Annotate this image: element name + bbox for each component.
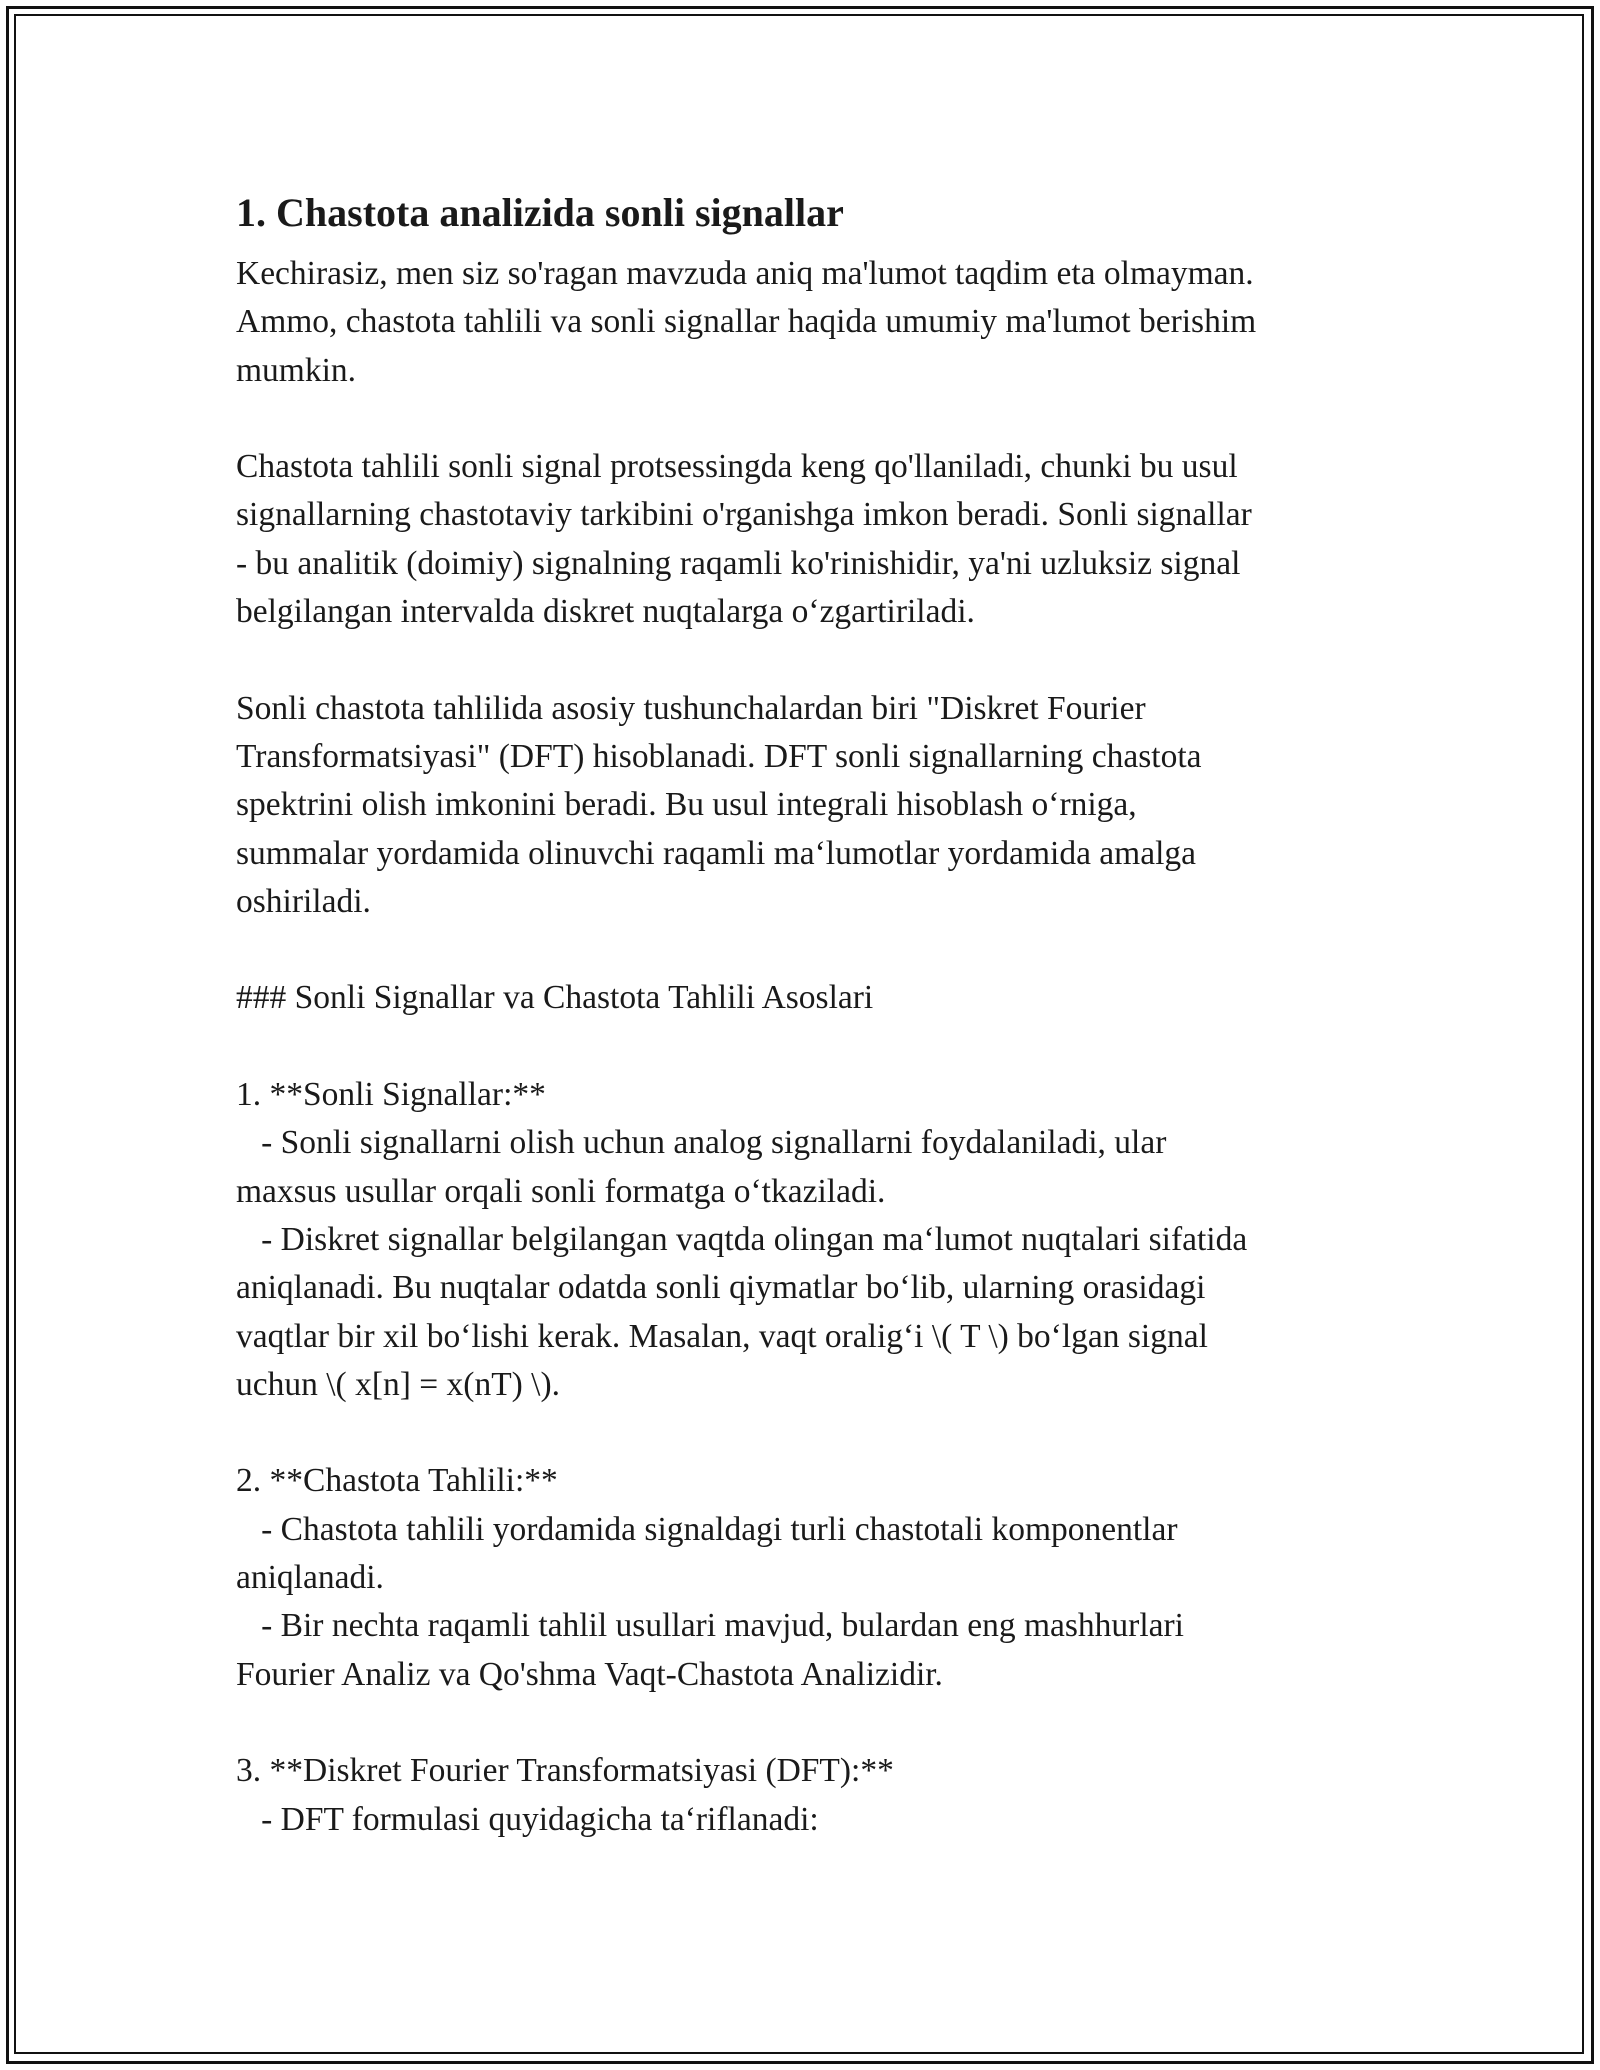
section-heading: ### Sonli Signallar va Chastota Tahlili Asoslari bbox=[236, 979, 874, 1017]
list-item-dft: 3. **Diskret Fourier Transformatsiyasi (DFT):** - DFT formulasi quyidagicha ta‘riflanadi: bbox=[236, 1752, 894, 1838]
intro-paragraph: Kechirasiz, men siz so'ragan mavzuda aniq ma'lumot taqdim eta olmayman. Ammo, chastota tahlili va sonli signallar haqida umumiy ma'lumot berishim mumkin. bbox=[236, 255, 1257, 389]
list-item-digital-signals: 1. **Sonli Signallar:** - Sonli signallarni olish uchun analog signallarni foydalaniladi, ular maxsus usullar orqali sonli formatga o‘tkaziladi. - Diskret signallar belgilangan vaqtda olingan ma‘lumot nuqtalari sifatida aniqlanadi. Bu nuqtalar odatda sonli qiymatlar bo‘lib, ularning orasidagi vaqtlar bir xil bo‘lishi kerak. Masalan, vaqt oralig‘i \( T \) bo‘lgan signal uchun \( x[n] = x(nT) \). bbox=[236, 1076, 1248, 1403]
frequency-analysis-paragraph: Chastota tahlili sonli signal protsessingda keng qo'llaniladi, chunki bu usul signallarning chastotaviy tarkibini o'rganishga imkon beradi. Sonli signallar - bu analitik (doimiy) signalning raqamli ko'rinishidir, ya'ni uzluksiz signal belgilangan intervalda diskret nuqtalarga o‘zgartiriladi. bbox=[236, 448, 1252, 631]
list-item-frequency-analysis: 2. **Chastota Tahlili:** - Chastota tahlili yordamida signaldagi turli chastotali komponentlar aniqlanadi. - Bir nechta raqamli tahlil usullari mavjud, bulardan eng mashhurlari Fourier Analiz va Qo'shma Vaqt-Chastota Analizidir. bbox=[236, 1462, 1184, 1693]
document-title: 1. Chastota analizida sonli signallar bbox=[236, 190, 844, 235]
dft-paragraph: Sonli chastota tahlilida asosiy tushunchalardan biri "Diskret Fourier Transformatsiyasi" (DFT) hisoblanadi. DFT sonli signallarning chastota spektrini olish imkonini beradi. Bu usul integrali hisoblash o‘rniga, summalar yordamida olinuvchi raqamli ma‘lumotlar yordamida amalga oshiriladi. bbox=[236, 689, 1202, 920]
document-body bbox=[236, 186, 1376, 1844]
